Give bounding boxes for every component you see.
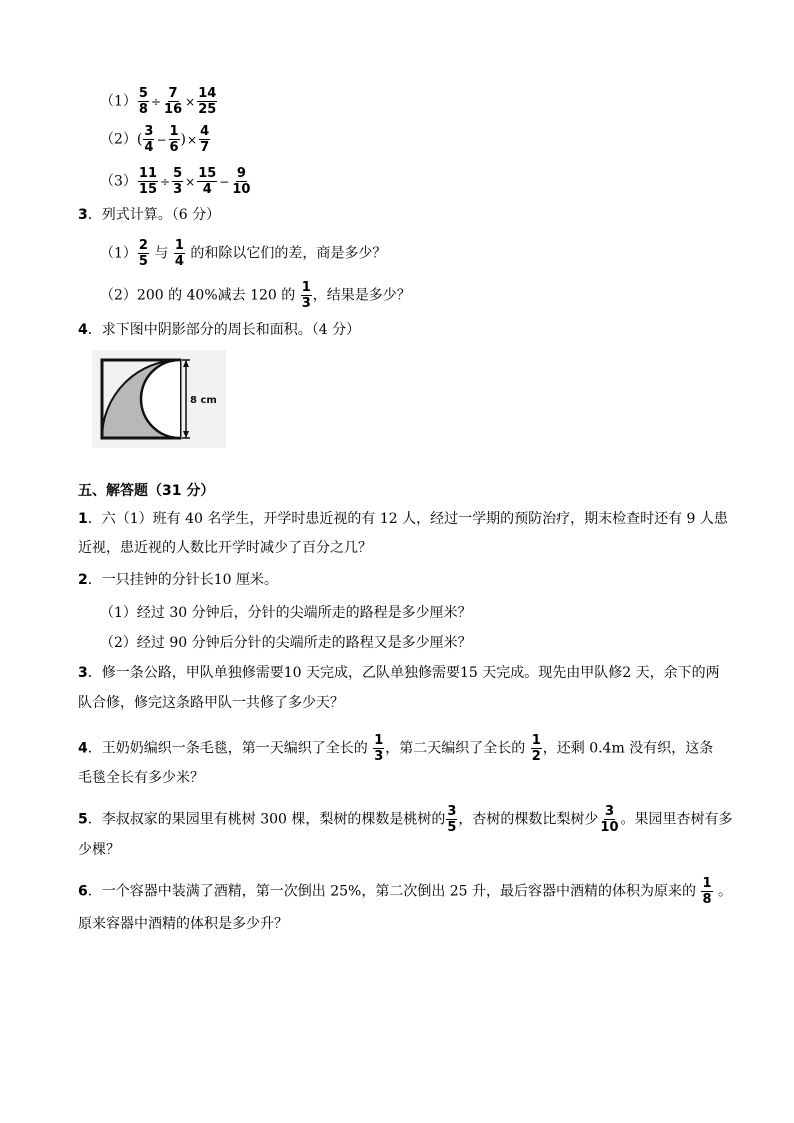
text: ．李叔叔家的果园里有桃树 300 棵，梨树的棵数是桃树的 xyxy=(87,811,446,828)
problem-1-line-1 xyxy=(78,509,728,529)
question-number: 3 xyxy=(78,665,88,681)
text: ．六（1）班有 40 名学生，开学时患近视的有 12 人，经过一学期的预防治疗，期末检查时还有 9 人患 xyxy=(87,511,728,527)
text: ．一只挂钟的分针长10 厘米。 xyxy=(87,572,279,588)
shaded-area-figure xyxy=(92,350,226,448)
text: ，杏树的棵数比梨树少 xyxy=(458,811,599,828)
operator: × xyxy=(185,94,196,109)
fraction: $\frac{5}{3}$ xyxy=(173,166,183,197)
item-label: （1） xyxy=(100,245,137,262)
text: 的和除以它们的差，商是多少？ xyxy=(185,245,387,262)
operator: ÷ xyxy=(150,94,162,109)
operator: × xyxy=(187,132,198,147)
fraction: $\frac{11}{15}$ xyxy=(138,166,158,197)
fraction: $\frac{3}{5}$ xyxy=(447,804,457,835)
text: ，第二天编织了全长的 xyxy=(385,740,530,757)
question-3-title xyxy=(78,205,220,225)
fraction: $\frac{3}{4}$ xyxy=(144,124,154,155)
problem-6-line-1 xyxy=(78,876,732,907)
item-label: （2） xyxy=(100,131,137,148)
problem-3-line-1 xyxy=(78,663,720,683)
problem-2-line-1 xyxy=(78,570,278,590)
text: 与 xyxy=(149,245,173,262)
problem-4-line-2: 毛毯全长有多少米？ xyxy=(78,770,204,786)
fraction: $\frac{1}{3}$ xyxy=(301,280,311,311)
question-number: 3 xyxy=(78,207,88,223)
question-number: 4 xyxy=(78,322,88,338)
question-number: 4 xyxy=(78,740,88,757)
text: ，还剩 0.4m 没有织，这条 xyxy=(542,740,714,757)
text: 。果园里杏树有多 xyxy=(620,811,733,828)
text: ，结果是多少？ xyxy=(312,287,411,304)
question-text: ．求下图中阴影部分的周长和面积。（4 分） xyxy=(87,322,361,338)
question-number: 5 xyxy=(78,811,88,828)
dimension-label: 8 cm xyxy=(190,395,217,406)
problem-6-line-2: 原来容器中酒精的体积是多少升？ xyxy=(78,916,288,932)
paren-close: ) xyxy=(180,131,187,148)
operator: × xyxy=(185,174,196,189)
problem-5-line-2: 少棵？ xyxy=(78,842,120,858)
fraction: $\frac{1}{3}$ xyxy=(374,733,384,764)
fraction: $\frac{9}{10}$ xyxy=(232,166,251,197)
question-number: 6 xyxy=(78,883,88,900)
fraction: $\frac{2}{5}$ xyxy=(138,238,148,269)
fraction: $\frac{1}{2}$ xyxy=(531,733,541,764)
fraction: $\frac{14}{25}$ xyxy=(198,86,217,117)
text: （2）200 的 40%减去 120 的 xyxy=(100,287,300,304)
section-5-heading: 五、解答题（31 分） xyxy=(78,483,215,499)
question-number: 1 xyxy=(78,511,88,527)
fraction: $\frac{7}{16}$ xyxy=(164,86,183,117)
calc-item-1 xyxy=(100,86,218,117)
text: 。 xyxy=(713,883,732,900)
paren-open: ( xyxy=(136,131,143,148)
fraction: $\frac{4}{7}$ xyxy=(200,124,210,155)
operator: − xyxy=(156,132,167,147)
question-number: 2 xyxy=(78,572,88,588)
fraction: $\frac{3}{10}$ xyxy=(600,804,619,835)
item-label: （3） xyxy=(100,173,137,190)
calc-item-3 xyxy=(100,166,252,197)
text: ．王奶奶编织一条毛毯，第一天编织了全长的 xyxy=(87,740,373,757)
text: ．一个容器中装满了酒精，第一次倒出 25%，第二次倒出 25 升，最后容器中酒精的体积为原来的 xyxy=(87,883,701,900)
question-3-part-2 xyxy=(100,280,411,311)
problem-2-part-2: （2）经过 90 分钟后分针的尖端所走的路程又是多少厘米？ xyxy=(100,635,472,651)
fraction: $\frac{1}{8}$ xyxy=(702,876,712,907)
question-3-part-1 xyxy=(100,238,386,269)
operator: − xyxy=(219,174,230,189)
calc-item-2 xyxy=(100,124,211,155)
question-text: ．列式计算。（6 分） xyxy=(87,207,221,223)
item-label: （1） xyxy=(100,93,137,110)
problem-3-line-2: 队合修，修完这条路甲队一共修了多少天？ xyxy=(78,695,344,711)
fraction: $\frac{5}{8}$ xyxy=(138,86,148,117)
fraction: $\frac{1}{6}$ xyxy=(169,124,179,155)
fraction: $\frac{15}{4}$ xyxy=(198,166,217,197)
fraction: $\frac{1}{4}$ xyxy=(174,238,184,269)
operator: ÷ xyxy=(160,174,171,189)
problem-2-part-1: （1）经过 30 分钟后，分针的尖端所走的路程是多少厘米？ xyxy=(100,605,472,621)
question-4-title xyxy=(78,320,360,340)
problem-4-line-1 xyxy=(78,733,713,764)
problem-1-line-2: 近视，患近视的人数比开学时减少了百分之几？ xyxy=(78,540,372,556)
problem-5-line-1 xyxy=(78,804,733,835)
text: ．修一条公路，甲队单独修需要10 天完成，乙队单独修需要15 天完成。现先由甲队修2 天，余下的两 xyxy=(87,665,720,681)
